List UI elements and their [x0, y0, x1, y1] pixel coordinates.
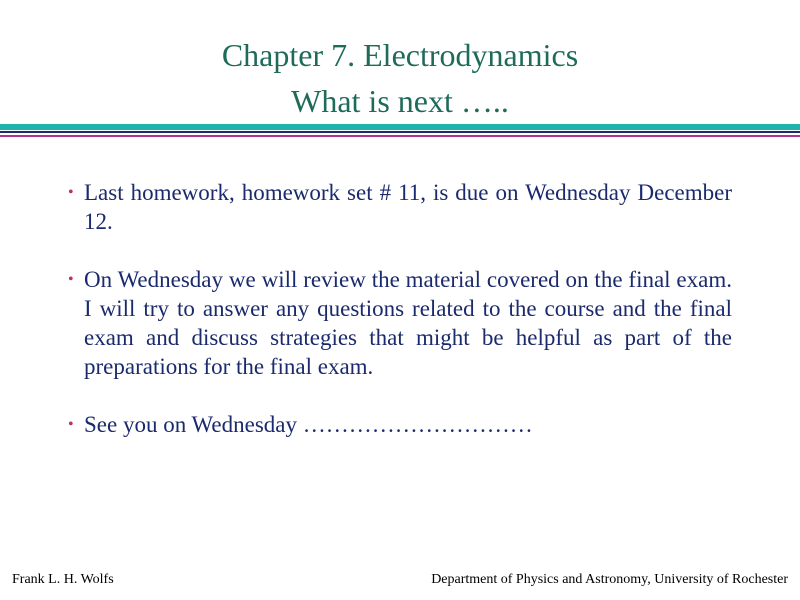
bullet-item-review — [68, 265, 732, 381]
footer-department: Department of Physics and Astronomy, University of Rochester — [431, 572, 788, 587]
bullet-item-see-you — [68, 410, 732, 439]
bullet-icon: • — [68, 271, 74, 288]
bullet-icon: • — [68, 184, 74, 201]
title-line-2: What is next ….. — [291, 83, 509, 119]
title-line-1: Chapter 7. Electrodynamics — [221, 37, 579, 73]
slide-title — [0, 32, 800, 124]
footer-author: Frank L. H. Wolfs — [12, 572, 114, 587]
divider-magenta — [0, 135, 800, 137]
bullet-icon: • — [68, 416, 74, 433]
title-divider — [0, 124, 800, 137]
bullet-item-homework — [68, 178, 732, 236]
bullet-text: On Wednesday we will review the material covered on the final exam. I will try to answer any questions related to the course and the final exam and discuss strategies that might be helpful as part of the preparations for the final exam. — [84, 267, 732, 379]
bullet-text: Last homework, homework set # 11, is due on Wednesday December 12. — [84, 180, 732, 234]
bullet-text: See you on Wednesday ………………………… — [84, 412, 533, 437]
bullet-list — [68, 178, 732, 439]
